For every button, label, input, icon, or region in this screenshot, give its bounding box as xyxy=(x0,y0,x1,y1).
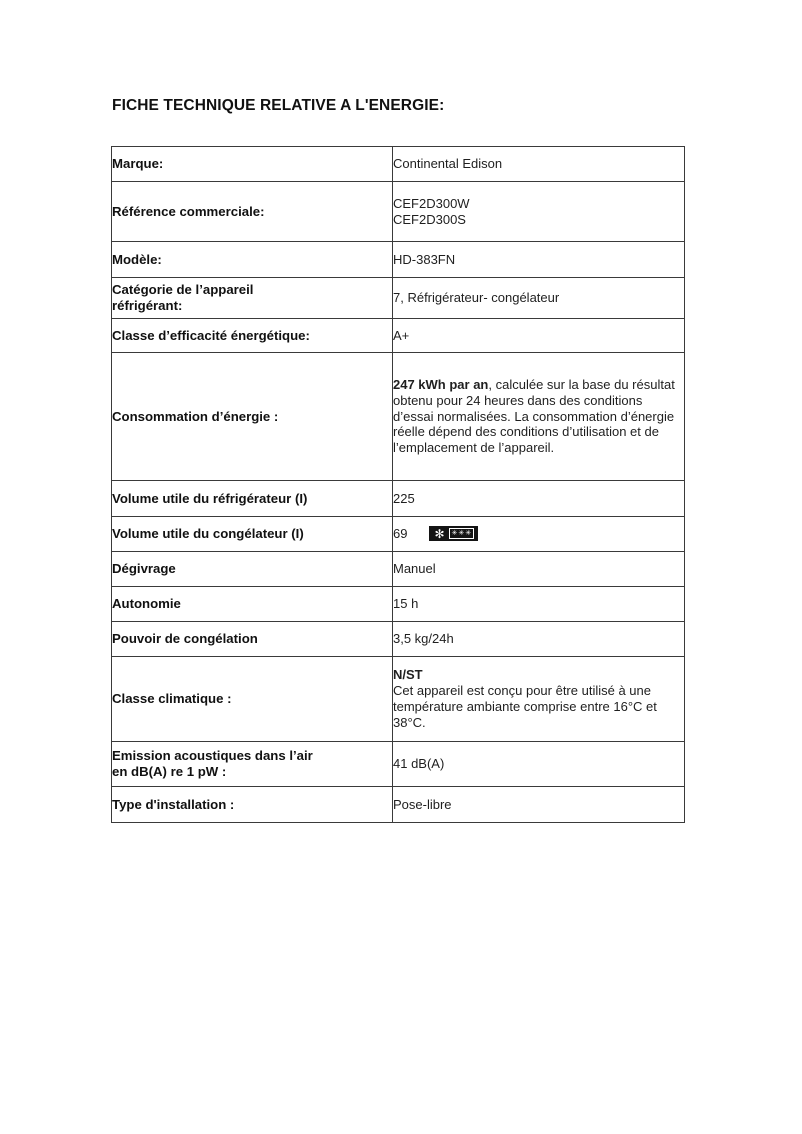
acoustique-label-line-2: en dB(A) re 1 pW : xyxy=(112,764,227,779)
table-row xyxy=(112,657,685,742)
row-label-classe-efficacite: Classe d’efficacité énergétique: xyxy=(112,319,393,353)
row-label-volume-congelateur: Volume utile du congélateur (I) xyxy=(112,517,393,552)
table-row xyxy=(112,353,685,481)
row-value-degivrage: Manuel xyxy=(393,552,685,587)
table-row xyxy=(112,319,685,353)
small-stars-box xyxy=(449,528,475,539)
row-label-reference-commerciale: Référence commerciale: xyxy=(112,182,393,242)
row-value-type-installation: Pose-libre xyxy=(393,787,685,823)
row-label-autonomie: Autonomie xyxy=(112,587,393,622)
row-label-marque: Marque: xyxy=(112,147,393,182)
reference-line-1: CEF2D300W xyxy=(393,195,470,211)
four-star-freezer-rating-icon xyxy=(429,526,478,541)
row-value-marque: Continental Edison xyxy=(393,147,685,182)
row-value-pouvoir-congelation: 3,5 kg/24h xyxy=(393,622,685,657)
row-value-volume-refrigerateur: 225 xyxy=(393,481,685,517)
table-row xyxy=(112,742,685,787)
consommation-value-text: , calculée sur la base du résultat obtenu pour 24 heures dans des conditions d’essai normalisées. La consommation d’énergie réelle dépend des conditions d’utilisation et de l’emplacement de l’appareil. xyxy=(393,376,675,456)
row-value-volume-congelateur xyxy=(393,517,685,552)
row-label-classe-climatique: Classe climatique : xyxy=(112,657,393,742)
table-row xyxy=(112,622,685,657)
row-label-pouvoir-congelation: Pouvoir de congélation xyxy=(112,622,393,657)
row-label-modele: Modèle: xyxy=(112,242,393,278)
row-value-consommation-energie xyxy=(393,353,685,481)
classe-climatique-code: N/ST xyxy=(393,667,423,683)
row-value-classe-climatique xyxy=(393,657,685,742)
table-row xyxy=(112,481,685,517)
row-label-consommation-energie: Consommation d’énergie : xyxy=(112,353,393,481)
row-label-degivrage: Dégivrage xyxy=(112,552,393,587)
table-row xyxy=(112,242,685,278)
freezer-volume-line xyxy=(393,526,684,542)
table-row xyxy=(112,787,685,823)
categorie-label-line-1: Catégorie de l’appareil xyxy=(112,282,254,298)
table-row xyxy=(112,552,685,587)
small-star-2: ✳ xyxy=(458,530,465,538)
energy-spec-table xyxy=(111,146,685,823)
row-value-autonomie: 15 h xyxy=(393,587,685,622)
table-row xyxy=(112,587,685,622)
row-value-categorie-appareil: 7, Réfrigérateur- congélateur xyxy=(393,278,685,319)
small-star-3: ✳ xyxy=(465,530,472,538)
row-value-emission-acoustique: 41 dB(A) xyxy=(393,742,685,787)
volume-congelateur-number: 69 xyxy=(393,526,408,542)
table-row xyxy=(112,278,685,319)
acoustique-label-line-1: Emission acoustiques dans l’air xyxy=(112,748,313,764)
page-title: FICHE TECHNIQUE RELATIVE A L'ENERGIE: xyxy=(112,97,445,114)
row-label-categorie-appareil xyxy=(112,278,393,319)
table-row xyxy=(112,147,685,182)
small-star-1: ✳ xyxy=(451,530,458,538)
row-value-modele: HD-383FN xyxy=(393,242,685,278)
classe-climatique-description: Cet appareil est conçu pour être utilisé à une température ambiante comprise entre 16°C et 38°C. xyxy=(393,683,657,730)
table-row xyxy=(112,182,685,242)
big-star-glyph: ✻ xyxy=(434,526,445,541)
row-value-reference-commerciale xyxy=(393,182,685,242)
row-value-classe-efficacite: A+ xyxy=(393,319,685,353)
row-label-volume-refrigerateur: Volume utile du réfrigérateur (I) xyxy=(112,481,393,517)
row-label-type-installation: Type d'installation : xyxy=(112,787,393,823)
consommation-value-bold: 247 kWh par an xyxy=(393,376,489,392)
table-row xyxy=(112,517,685,552)
categorie-label-line-2: réfrigérant: xyxy=(112,298,183,313)
reference-line-2: CEF2D300S xyxy=(393,211,466,227)
row-label-emission-acoustique xyxy=(112,742,393,787)
